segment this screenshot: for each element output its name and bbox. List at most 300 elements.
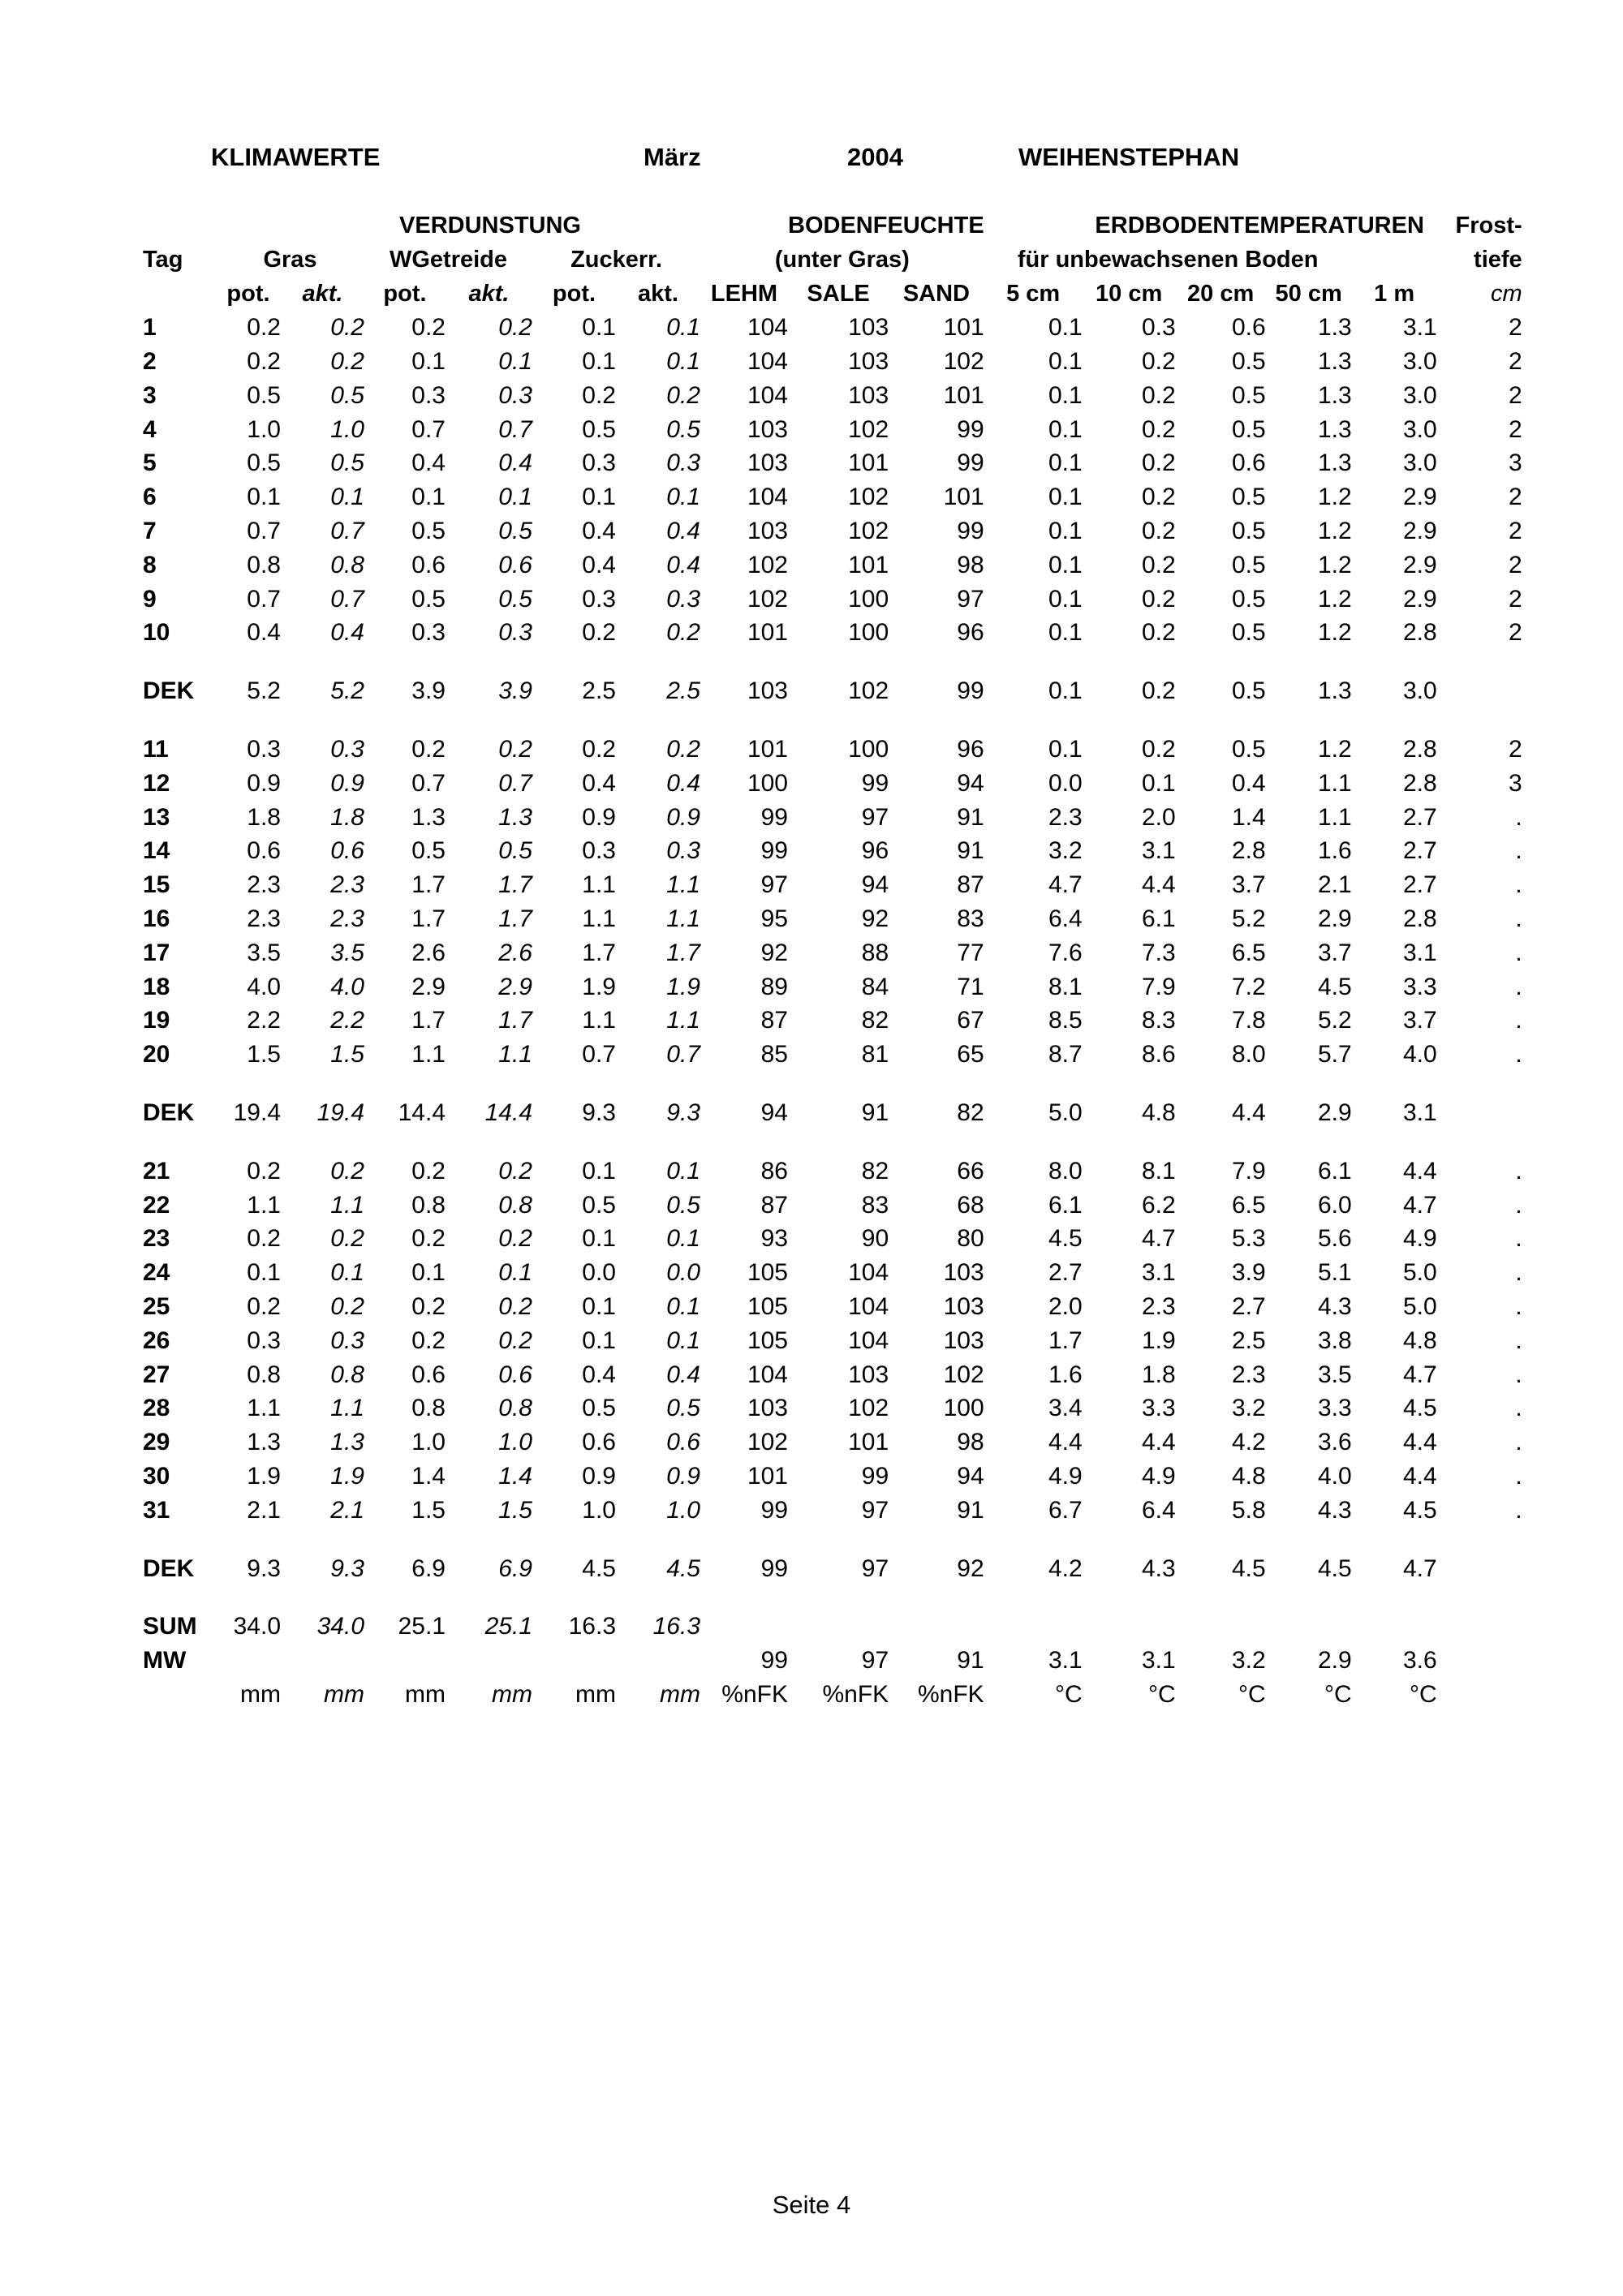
table-cell: 3.9	[498, 677, 532, 705]
table-cell: 0.5	[498, 837, 532, 865]
table-row	[143, 801, 1522, 835]
table-cell: 0.1	[1048, 381, 1083, 409]
table-cell: 4.5	[582, 1554, 616, 1582]
table-cell: 4.0	[1402, 1041, 1437, 1068]
table-cell: 0.5	[1231, 484, 1266, 511]
table-cell: 91	[957, 1496, 984, 1524]
table-cell: 0.2	[1141, 619, 1176, 647]
table-cell: 7.2	[1231, 973, 1266, 1000]
table-cell: 102	[848, 1395, 889, 1422]
table-cell: 0.3	[411, 619, 446, 647]
table-cell: 3	[1508, 769, 1522, 797]
gras-label: Gras	[263, 247, 317, 273]
table-cell: 3.7	[1317, 939, 1352, 966]
table-cell: 0.2	[1141, 484, 1176, 511]
table-cell: .	[1515, 905, 1522, 933]
table-cell: 2.9	[1402, 518, 1437, 545]
table-cell: 3	[1508, 449, 1522, 477]
table-cell: 1.3	[1317, 348, 1352, 376]
page-footer: Seite 4	[772, 2191, 851, 2219]
column-header: cm	[1491, 280, 1522, 307]
table-cell: 95	[760, 905, 788, 933]
row-label: 15	[143, 871, 170, 899]
dek-row	[143, 1552, 1522, 1586]
table-cell: 2.5	[582, 677, 616, 705]
table-cell: 103	[747, 518, 788, 545]
spacer-row	[143, 650, 1522, 674]
table-cell: 4.9	[1402, 1225, 1437, 1253]
table-cell: 97	[861, 1496, 889, 1524]
table-cell: 0.1	[666, 1157, 700, 1185]
table-cell: .	[1515, 973, 1522, 1000]
table-cell: 86	[760, 1157, 788, 1185]
table-cell: 1.1	[666, 905, 700, 933]
dek-row	[143, 674, 1522, 708]
table-cell: 97	[861, 803, 889, 831]
spacer-row	[143, 1130, 1522, 1154]
table-cell: 0.5	[1231, 677, 1266, 705]
table-cell: 0.1	[247, 484, 281, 511]
table-cell: 0.2	[582, 736, 616, 763]
table-row	[143, 1154, 1522, 1189]
column-header: pot.	[226, 280, 270, 307]
table-cell: 34.0	[316, 1613, 364, 1640]
row-label: 28	[143, 1395, 170, 1422]
table-cell: 67	[957, 1007, 984, 1034]
table-cell: 8.0	[1231, 1041, 1266, 1068]
table-cell: 0.4	[666, 1361, 700, 1388]
table-cell: 16.3	[568, 1613, 616, 1640]
table-cell: %nFK	[721, 1680, 788, 1708]
table-cell: 0.1	[1048, 518, 1083, 545]
table-cell: 102	[943, 348, 984, 376]
table-cell: 1.1	[330, 1395, 364, 1422]
table-cell: 104	[747, 1361, 788, 1388]
table-cell: 1.7	[1048, 1326, 1083, 1354]
table-cell: 103	[848, 348, 889, 376]
table-cell: 1.1	[247, 1395, 281, 1422]
table-cell: 5.3	[1231, 1225, 1266, 1253]
column-header: 5 cm	[1006, 280, 1061, 307]
table-cell: 0.2	[582, 381, 616, 409]
table-cell: 3.4	[1048, 1395, 1083, 1422]
table-cell: 25.1	[398, 1613, 446, 1640]
table-cell: 0.1	[247, 1259, 281, 1287]
table-cell: 103	[943, 1293, 984, 1320]
table-cell: 0.3	[498, 381, 532, 409]
table-cell: 6.5	[1231, 1191, 1266, 1219]
row-label: 26	[143, 1326, 170, 1354]
table-row	[143, 1358, 1522, 1392]
table-cell: 0.4	[582, 551, 616, 578]
table-cell: 8.5	[1048, 1007, 1083, 1034]
table-cell: .	[1515, 1462, 1522, 1490]
column-header: pot.	[383, 280, 427, 307]
table-row	[143, 1290, 1522, 1324]
table-cell: 0.1	[582, 484, 616, 511]
table-cell: 6.1	[1048, 1191, 1083, 1219]
table-cell: 99	[760, 837, 788, 865]
row-label: 9	[143, 585, 157, 613]
table-cell: 103	[747, 449, 788, 477]
table-cell: 5.0	[1048, 1099, 1083, 1127]
table-cell: 3.2	[1231, 1395, 1266, 1422]
table-cell: 102	[747, 1429, 788, 1456]
table-cell: 0.1	[582, 1157, 616, 1185]
row-label: 19	[143, 1007, 170, 1034]
table-cell: 102	[848, 415, 889, 443]
table-cell: mm	[492, 1680, 532, 1708]
table-cell: 94	[760, 1099, 788, 1127]
table-cell: 3.0	[1402, 348, 1437, 376]
table-cell: 3.0	[1402, 415, 1437, 443]
table-cell: 4.4	[1141, 1429, 1176, 1456]
table-cell: %nFK	[822, 1680, 889, 1708]
table-cell: 101	[943, 314, 984, 342]
table-cell: 0.9	[666, 803, 700, 831]
table-cell: 1.8	[247, 803, 281, 831]
table-row	[143, 1460, 1522, 1494]
table-cell	[532, 1644, 616, 1678]
table-cell: 0.1	[666, 348, 700, 376]
table-cell: 14.4	[484, 1099, 532, 1127]
table-cell	[1437, 674, 1522, 708]
table-cell: 101	[943, 484, 984, 511]
column-header: akt.	[468, 280, 510, 307]
table-cell: 0.2	[411, 736, 446, 763]
row-label: 14	[143, 837, 170, 865]
table-cell: 0.4	[498, 449, 532, 477]
table-cell: .	[1515, 871, 1522, 899]
table-cell: 103	[747, 415, 788, 443]
table-cell: 3.3	[1141, 1395, 1176, 1422]
table-cell: 0.8	[330, 1361, 364, 1388]
table-cell: 99	[957, 518, 984, 545]
row-label: 8	[143, 551, 157, 578]
table-cell: 4.9	[1048, 1462, 1083, 1490]
table-cell: °C	[1410, 1680, 1437, 1708]
table-cell: 82	[957, 1099, 984, 1127]
table-cell: 8.7	[1048, 1041, 1083, 1068]
table-cell: 0.6	[1231, 449, 1266, 477]
table-cell: 3.2	[1231, 1647, 1266, 1675]
table-cell: 4.4	[1231, 1099, 1266, 1127]
table-cell: 1.1	[411, 1041, 446, 1068]
table-cell: 0.3	[1141, 314, 1176, 342]
table-cell: 6.4	[1048, 905, 1083, 933]
table-cell: 0.1	[1048, 585, 1083, 613]
table-cell: 14.4	[398, 1099, 446, 1127]
table-cell	[1437, 1096, 1522, 1130]
wgetreide-label: WGetreide	[389, 247, 508, 273]
table-cell: 1.2	[1317, 585, 1352, 613]
table-cell: 87	[957, 871, 984, 899]
table-cell: 0.4	[330, 619, 364, 647]
table-cell: 0.2	[1141, 585, 1176, 613]
table-cell: .	[1515, 1293, 1522, 1320]
table-cell: 1.9	[582, 973, 616, 1000]
table-cell: 0.1	[1048, 449, 1083, 477]
table-cell: 2.1	[330, 1496, 364, 1524]
table-cell: 90	[861, 1225, 889, 1253]
table-cell: 3.0	[1402, 677, 1437, 705]
table-cell: 2	[1508, 415, 1522, 443]
table-cell: 1.6	[1317, 837, 1352, 865]
table-cell: .	[1515, 1429, 1522, 1456]
column-header: 10 cm	[1096, 280, 1163, 307]
table-cell: 0.1	[1048, 736, 1083, 763]
table-cell: 3.6	[1317, 1429, 1352, 1456]
table-cell: 0.1	[666, 484, 700, 511]
table-cell: 1.1	[1317, 769, 1352, 797]
table-cell: 0.2	[498, 1293, 532, 1320]
table-cell: 97	[861, 1647, 889, 1675]
table-cell: 1.3	[247, 1429, 281, 1456]
table-cell: 0.2	[411, 1293, 446, 1320]
report-month: März	[644, 143, 701, 171]
table-cell: 0.7	[666, 1041, 700, 1068]
row-label: 18	[143, 973, 170, 1000]
table-cell: 0.4	[666, 769, 700, 797]
table-cell: 5.8	[1231, 1496, 1266, 1524]
table-cell: 0.8	[247, 1361, 281, 1388]
table-cell: 4.3	[1141, 1554, 1176, 1582]
table-cell: 0.2	[1141, 449, 1176, 477]
table-cell: 0.9	[582, 803, 616, 831]
table-cell: 8.1	[1141, 1157, 1176, 1185]
table-cell: 1.7	[498, 905, 532, 933]
table-cell: 0.4	[666, 551, 700, 578]
table-row	[143, 447, 1522, 481]
table-cell: 98	[957, 1429, 984, 1456]
table-cell: 4.4	[1402, 1429, 1437, 1456]
table-cell: 1.0	[330, 415, 364, 443]
table-row	[143, 583, 1522, 617]
table-cell: 87	[760, 1191, 788, 1219]
table-cell: 1.2	[1317, 484, 1352, 511]
table-cell: 5.0	[1402, 1293, 1437, 1320]
table-cell: 0.5	[247, 381, 281, 409]
table-cell: mm	[324, 1680, 364, 1708]
table-row	[143, 868, 1522, 902]
table-cell: 0.6	[498, 551, 532, 578]
table-cell: 101	[848, 551, 889, 578]
table-cell: 1.0	[498, 1429, 532, 1456]
row-label: 23	[143, 1225, 170, 1253]
table-cell: 0.4	[247, 619, 281, 647]
table-cell: 3.0	[1402, 381, 1437, 409]
table-cell: 4.3	[1317, 1293, 1352, 1320]
table-cell: 2	[1508, 381, 1522, 409]
table-cell: 101	[848, 449, 889, 477]
table-cell: 3.1	[1141, 837, 1176, 865]
row-label: 12	[143, 769, 170, 797]
table-cell	[1083, 1610, 1176, 1644]
column-header: LEHM	[710, 280, 778, 307]
bodenfeuchte-label: BODENFEUCHTE	[788, 213, 984, 239]
table-cell: 0.2	[411, 314, 446, 342]
row-label	[143, 1678, 216, 1712]
table-row	[143, 767, 1522, 801]
row-label: 20	[143, 1041, 170, 1068]
table-cell: 2.7	[1231, 1293, 1266, 1320]
table-cell: .	[1515, 803, 1522, 831]
table-cell: 0.5	[498, 518, 532, 545]
table-cell: 6.5	[1231, 939, 1266, 966]
table-cell: 1.3	[411, 803, 446, 831]
table-cell: 2.5	[1231, 1326, 1266, 1354]
table-cell: 93	[760, 1225, 788, 1253]
table-cell: 0.4	[582, 1361, 616, 1388]
table-cell: 2.3	[1141, 1293, 1176, 1320]
table-row	[143, 1004, 1522, 1038]
table-cell: 0.6	[582, 1429, 616, 1456]
table-cell: 4.7	[1402, 1554, 1437, 1582]
table-cell: 0.5	[1231, 736, 1266, 763]
table-cell: 105	[747, 1326, 788, 1354]
table-cell: 2.7	[1402, 871, 1437, 899]
table-cell: 2.9	[1317, 1647, 1352, 1675]
table-cell: 97	[957, 585, 984, 613]
table-cell: 2.8	[1402, 905, 1437, 933]
table-cell: .	[1515, 1041, 1522, 1068]
table-cell: 92	[861, 905, 889, 933]
table-cell: 5.2	[1231, 905, 1266, 933]
table-cell: 1.4	[411, 1462, 446, 1490]
row-label: DEK	[143, 1554, 195, 1582]
table-cell: 1.7	[498, 1007, 532, 1034]
table-cell: 0.2	[330, 348, 364, 376]
table-cell: 0.2	[498, 1225, 532, 1253]
table-cell: 5.2	[1317, 1007, 1352, 1034]
unit-row	[143, 1678, 1522, 1712]
row-label: 29	[143, 1429, 170, 1456]
table-cell: 2.9	[1402, 551, 1437, 578]
table-cell: 0.5	[582, 1191, 616, 1219]
table-cell: 1.4	[1231, 803, 1266, 831]
table-cell	[700, 1610, 788, 1644]
table-cell: 4.4	[1141, 871, 1176, 899]
table-cell: 0.2	[247, 314, 281, 342]
table-cell: 0.2	[1141, 415, 1176, 443]
table-cell: 2.9	[411, 973, 446, 1000]
table-cell: 1.9	[666, 973, 700, 1000]
column-header: pot.	[552, 280, 596, 307]
table-cell: 19.4	[233, 1099, 281, 1127]
table-cell: 3.0	[1402, 449, 1437, 477]
table-cell: 0.2	[498, 314, 532, 342]
table-cell: 5.0	[1402, 1259, 1437, 1287]
table-cell: 1.4	[498, 1462, 532, 1490]
table-cell	[788, 1610, 889, 1644]
table-cell: 19.4	[316, 1099, 364, 1127]
frost-label-2: tiefe	[1474, 247, 1522, 273]
table-row	[143, 970, 1522, 1004]
table-cell: 2.7	[1402, 803, 1437, 831]
table-cell: 81	[861, 1041, 889, 1068]
table-cell: 0.3	[411, 381, 446, 409]
table-cell: 0.5	[666, 1191, 700, 1219]
table-cell: 0.8	[411, 1191, 446, 1219]
table-cell: 0.1	[582, 314, 616, 342]
table-cell: 1.2	[1317, 551, 1352, 578]
table-cell: 100	[943, 1395, 984, 1422]
table-cell: 0.5	[1231, 348, 1266, 376]
table-cell: 2	[1508, 518, 1522, 545]
table-row	[143, 1038, 1522, 1072]
table-cell: 0.2	[247, 1293, 281, 1320]
table-cell: 7.9	[1141, 973, 1176, 1000]
table-cell: 6.1	[1141, 905, 1176, 933]
table-cell: 0.4	[582, 769, 616, 797]
row-label: 21	[143, 1157, 170, 1185]
table-cell: 0.2	[330, 1157, 364, 1185]
table-cell: 65	[957, 1041, 984, 1068]
table-cell: 92	[760, 939, 788, 966]
table-cell	[216, 1644, 281, 1678]
table-cell: 4.5	[1048, 1225, 1083, 1253]
table-cell: 2	[1508, 585, 1522, 613]
table-cell: 8.1	[1048, 973, 1083, 1000]
table-row	[143, 733, 1522, 767]
table-cell: 4.9	[1141, 1462, 1176, 1490]
table-cell: 0.2	[247, 1225, 281, 1253]
table-cell: 0.3	[582, 585, 616, 613]
table-cell: 2.3	[1048, 803, 1083, 831]
table-cell: 100	[848, 585, 889, 613]
table-cell: 1.8	[1141, 1361, 1176, 1388]
table-cell: 6.2	[1141, 1191, 1176, 1219]
table-cell: mm	[575, 1680, 616, 1708]
table-cell: 2.3	[247, 871, 281, 899]
table-row	[143, 835, 1522, 869]
table-cell: 0.4	[411, 449, 446, 477]
table-cell: 7.8	[1231, 1007, 1266, 1034]
table-cell: 2.9	[498, 973, 532, 1000]
table-cell: 0.2	[247, 348, 281, 376]
table-cell: 0.1	[582, 348, 616, 376]
table-cell: 0.9	[582, 1462, 616, 1490]
table-cell: 99	[760, 1647, 788, 1675]
row-label: 25	[143, 1293, 170, 1320]
table-cell: 0.5	[1231, 381, 1266, 409]
table-cell: 0.1	[330, 1259, 364, 1287]
table-cell: 2.9	[1317, 1099, 1352, 1127]
table-cell: 1.1	[666, 871, 700, 899]
table-cell: .	[1515, 1496, 1522, 1524]
table-cell: 1.1	[1317, 803, 1352, 831]
table-cell: 0.5	[1231, 585, 1266, 613]
table-cell: .	[1515, 1157, 1522, 1185]
table-cell: 2.2	[247, 1007, 281, 1034]
table-row	[143, 480, 1522, 514]
table-cell: 102	[848, 518, 889, 545]
table-cell: %nFK	[917, 1680, 984, 1708]
table-cell: 1.1	[498, 1041, 532, 1068]
row-label: 2	[143, 348, 157, 376]
table-cell: 1.7	[411, 905, 446, 933]
verdunstung-label: VERDUNSTUNG	[399, 213, 581, 239]
table-cell: 1.0	[247, 415, 281, 443]
zuckerr-label: Zuckerr.	[570, 247, 662, 273]
header-row-2	[143, 243, 1522, 277]
table-cell: 4.5	[1317, 1554, 1352, 1582]
row-label: 16	[143, 905, 170, 933]
table-cell: 0.3	[666, 449, 700, 477]
table-cell: 0.1	[330, 484, 364, 511]
table-cell: 2.8	[1402, 619, 1437, 647]
table-cell: 0.5	[582, 415, 616, 443]
